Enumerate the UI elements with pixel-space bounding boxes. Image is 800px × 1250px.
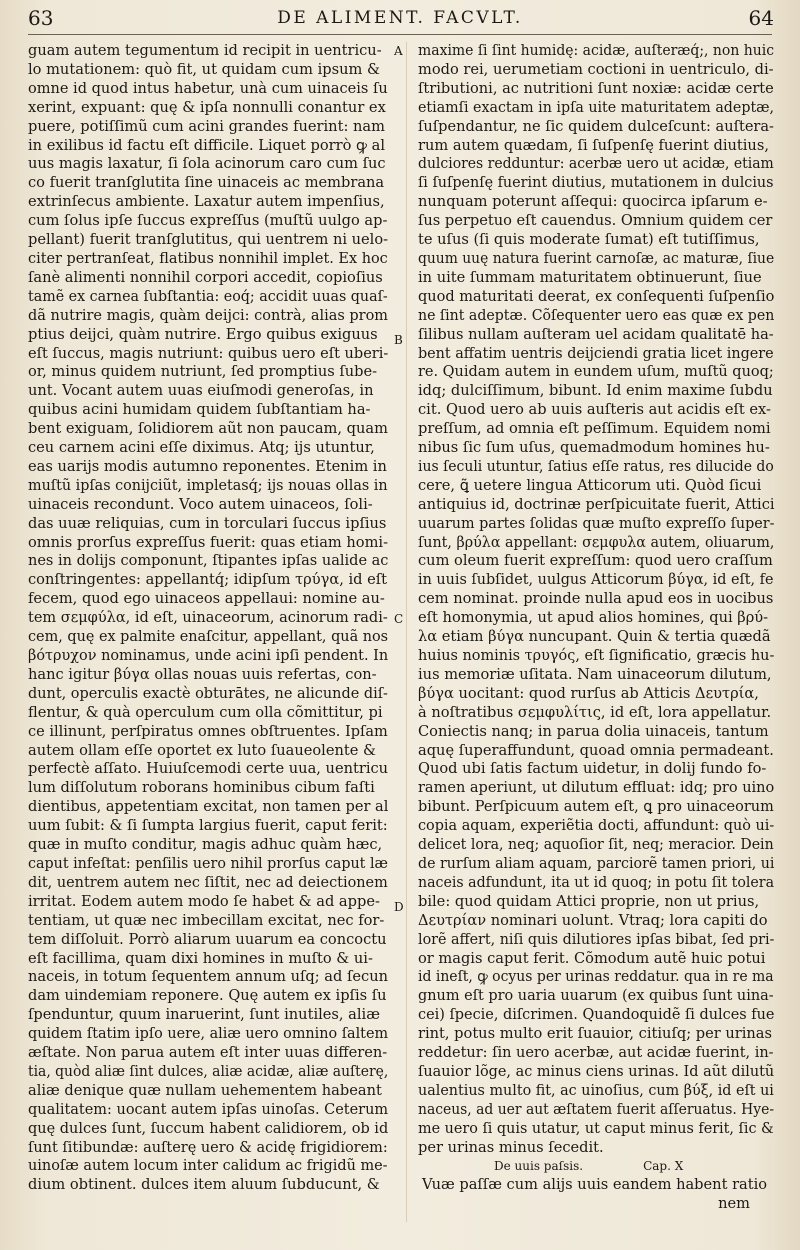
text-line: uum ſubit: & ſi ſumpta largius fuerit, caput ferit:: [28, 817, 388, 835]
text-line: βύγα uocitant: quod rurſus ab Atticis Δευτρία,: [418, 684, 759, 702]
text-line: cem, quę ex palmite enaſcitur, appellant, quã nos: [28, 628, 389, 646]
text-line: omne id quod intus habetur, unà cum uinaceis ſu: [28, 79, 388, 97]
text-line: ſuſpendantur, ne ſic quidem dulceſcunt: auſtera-: [418, 117, 774, 135]
text-line: quidem ſtatim ipſo uere, aliæ uero omnino ſaltem: [28, 1025, 389, 1043]
text-line: lum diſſolutum roborans hominibus cibum faſti: [28, 779, 375, 797]
text-line: aliæ denique quæ nullam uehementem habeant: [28, 1081, 382, 1099]
margin-letter-d: D: [394, 900, 404, 914]
text-line: Vuæ paſſæ cum alijs uuis eandem habent ratio: [422, 1176, 768, 1194]
text-line: quæ in muſto conditur, magis adhuc quàm hæc,: [28, 836, 383, 854]
text-line: ſunt, βρύλα appellant: σεμφυλα autem, oliuarum,: [418, 533, 775, 551]
text-line: ſtributioni, ac nutritioni ſunt noxiæ: acidæ certe: [418, 79, 774, 97]
text-line: lo mutationem: quò fit, ut quidam cum ipsum &: [28, 60, 380, 78]
text-line: aquę ſuperaffundunt, quoad omnia permadeant.: [418, 741, 774, 759]
header-rule: [28, 34, 772, 35]
text-line: preſſum, ad omnia eſt peſſimum. Equidem nomi: [418, 420, 771, 438]
text-line: tamẽ ex carnea ſubſtantia: eoq́; accidit uuas quaſ-: [28, 287, 388, 305]
text-line: naceis adfundunt, ita ut id quoq; in potu ſit tolera: [418, 873, 775, 891]
text-line: in uite ſummam maturitatem obtinuerunt, ſiue: [418, 268, 762, 286]
text-line: maxime ſi ſint humidę: acidæ, auſteræq́;, non huic: [418, 42, 775, 59]
text-line: quum uuę natura fuerint carnoſæ, ac maturæ, ſiue: [418, 249, 775, 267]
text-line: fecem, quod ego uinaceos appellaui: nomine au-: [28, 590, 385, 608]
text-line: extrinſecus ambiente. Laxatur autem impenſius,: [28, 193, 385, 211]
text-line: copia aquam, experiẽtia docti, affundunt: quò ui-: [418, 817, 775, 835]
page-header: [0, 6, 800, 36]
text-line: idq; dulciſſimum, bibunt. Id enim maxime ſubdu: [418, 382, 773, 400]
text-line: dium obtinent. dulces item aluum ſubducunt, &: [28, 1176, 380, 1194]
catchword: nem: [718, 1195, 750, 1213]
text-line: ſuauior lõge, ac minus ciens urinas. Id aũt dilutũ: [418, 1062, 775, 1080]
text-line: me uero ſi quis utatur, ut caput minus ferit, ſic &: [418, 1119, 774, 1137]
chapter-title: De uuis paſsis.: [494, 1159, 584, 1174]
text-line: uinaceis recondunt. Voco autem uinaceos, ſoli-: [28, 495, 373, 513]
text-line: per urinas minus ſecedit.: [418, 1138, 604, 1156]
text-line: bibunt. Perſpicuum autem eſt, ꝗ pro uinaceorum: [418, 798, 774, 816]
text-line: id ineſt, ꝙ ocyus per urinas reddatur. qua in re ma: [418, 968, 774, 986]
text-line: delicet lora, neq; aquoſior ſit, neq; meracior. Dein: [418, 836, 774, 854]
text-line: eſt homonymia, ut apud alios homines, qui βρύ-: [418, 609, 769, 627]
text-line: quę dulces ſunt, ſuccum habent calidiorem, ob id: [28, 1119, 389, 1137]
text-line: cum ſolus ipſe ſuccus expreſſus (muſtũ uulgo ap-: [28, 212, 388, 230]
text-line: eas uarijs modis autumno reponentes. Etenim in: [28, 457, 387, 475]
text-line: ſus perpetuo eſt cauendus. Omnium quidem cer: [418, 212, 773, 230]
text-line: nunquam poterunt aſſequi: quocirca ipſarum e-: [418, 193, 768, 211]
text-line: bent exiguam, ſolidiorem aũt non paucam, quam: [28, 420, 388, 438]
text-line: reddetur: ſin uero acerbæ, aut acidæ fuerint, in-: [418, 1044, 774, 1062]
right-column: [418, 42, 774, 1214]
text-line: gnum eſt pro uaria uuarum (ex quibus ſunt uina-: [418, 987, 774, 1005]
text-line: ceu carnem acini eſſe diximus. Atq; ijs utuntur,: [28, 439, 375, 457]
text-line: λα etiam βύγα nuncupant. Quin & tertia quædã: [418, 628, 771, 646]
text-line: ius ſeculi utuntur, ſatius eſſe ratus, res dilucide do: [418, 457, 774, 475]
text-line: de rurſum aliam aquam, parciorẽ tamen priori, ui: [418, 854, 775, 872]
text-line: Coniectis nanq; in parua dolia uinaceis, tantum: [418, 722, 769, 740]
text-line: ſilibus nullam auſteram uel acidam qualitatē ha-: [418, 325, 774, 343]
column-separator: [406, 42, 407, 1222]
text-line: ius memoriæ uſitata. Nam uinaceorum dilutum,: [418, 665, 772, 683]
page-number-left: 63: [28, 6, 54, 30]
text-line: naceis, in totum ſequentem annum uſq; ad ſecun: [28, 968, 388, 986]
text-line: autem ollam eſſe oportet ex luto ſuaueolente &: [28, 741, 377, 759]
margin-letter-b: B: [394, 333, 403, 347]
margin-letter-c: C: [394, 612, 404, 626]
text-line: puere, potiſſimũ cum acini grandes fuerint: nam: [28, 117, 385, 135]
text-line: Δευτρίαν nominari uolunt. Vtraq; lora capiti do: [418, 911, 768, 929]
text-line: or, minus quidem nutriunt, ſed promptius ſube-: [28, 363, 378, 381]
text-line: uuarum partes ſolidas quæ muſto expreſſo ſuper-: [418, 514, 775, 532]
text-line: das uuæ reliquias, cum in torculari ſuccus ipſius: [28, 514, 387, 532]
text-line: co fuerit tranſglutita ſine uinaceis ac membrana: [28, 174, 385, 192]
text-line: tia, quòd aliæ ſint dulces, aliæ acidæ, aliæ auſterę,: [28, 1062, 389, 1080]
text-line: xerint, expuant: quę & ipſa nonnulli conantur ex: [28, 98, 386, 116]
text-line: quibus acini humidam quidem ſubſtantiam ha-: [28, 401, 371, 419]
text-line: qualitatem: uocant autem ipſas uinoſas. Ceterum: [28, 1100, 389, 1118]
text-line: lorẽ affert, niſi quis dilutiores ipſas bibat, ſed pri-: [418, 930, 775, 948]
text-line: ſi ſuſpenſę fuerint diutius, mutationem in dulcius: [418, 174, 774, 192]
text-line: hanc igitur βύγα ollas nouas uuis refertas, con-: [28, 665, 377, 683]
text-line: ualentius multo fit, ac uinoſius, cum βύξ, id eſt ui: [418, 1081, 774, 1099]
text-line: tem diſſoluit. Porrò aliarum uuarum ea concoctu: [28, 930, 387, 948]
text-line: nes in dolijs componunt, ſtipantes ipſas ualide ac: [28, 552, 389, 570]
text-line: antiquius id, doctrinæ perſpicuitate fuerit, Attici: [418, 495, 775, 513]
text-line: eſt facillima, quam dixi homines in muſto & ui-: [28, 949, 373, 967]
text-line: citer pertranſeat, flatibus nonnihil implet. Ex hoc: [28, 249, 388, 267]
running-title: DE ALIMENT. FACVLT.: [277, 8, 523, 28]
text-line: dientibus, appetentiam excitat, non tamen per al: [28, 798, 389, 816]
text-line: eſt ſuccus, magis nutriunt: quibus uero eſt uberi-: [28, 344, 389, 362]
text-line: etiamſi exactam in ipſa uite maturitatem adeptæ,: [418, 98, 775, 116]
text-line: uus magis laxatur, ſi ſola acinorum caro cum ſuc: [28, 155, 386, 173]
text-line: in uuis ſubſidet, uulgus Atticorum βύγα, id eſt, fe: [418, 571, 774, 589]
text-line: cem nominat. proinde nulla apud eos in uocibus: [418, 590, 774, 608]
text-line: nibus ſic ſum uſus, quemadmodum homines hu-: [418, 439, 770, 457]
chapter-number: Cap. X: [643, 1159, 684, 1174]
margin-letter-a: A: [394, 44, 403, 58]
text-line: bile: quod quidam Attici proprie, non ut prius,: [418, 892, 760, 910]
text-line: ſanè alimenti nonnihil corpori accedit, copioſius: [28, 268, 383, 286]
text-line: huius nominis τρυγός, eſt ſignificatio, græcis hu-: [418, 647, 775, 664]
text-line: ne ſint adeptæ. Cõſequenter uero eas quæ ex pen: [418, 306, 775, 324]
text-line: à noſtratibus σεμφυλίτις, id eſt, lora appellatur.: [418, 703, 772, 721]
text-line: tem σεμφύλα, id eſt, uinaceorum, acinorum radi-: [28, 609, 388, 627]
text-line: ſunt ſitibundæ: auſterę uero & acidę frigidiorem:: [28, 1138, 388, 1156]
text-line: cei) ſpecie, diſcrimen. Quandoquidẽ ſi dulces fue: [418, 1006, 775, 1024]
text-line: cum oleum fuerit expreſſum: quod uero craſſum: [418, 552, 773, 570]
text-line: rint, potus multo erit ſuauior, citiuſq; per urinas: [418, 1025, 772, 1043]
text-line: βότρυχον nominamus, unde acini ipſi pendent. In: [28, 647, 389, 664]
text-line: Quod ubi ſatis factum uidetur, in dolij fundo fo-: [418, 760, 767, 778]
text-line: naceus, ad uer aut æſtatem fuerit aſſeruatus. Hye-: [418, 1100, 775, 1118]
text-line: uinoſæ autem locum inter calidum ac frigidũ me-: [28, 1157, 388, 1175]
text-line: rum autem quædam, ſi ſuſpenſę fuerint diutius,: [418, 136, 769, 154]
text-line: cit. Quod uero ab uuis auſteris aut acidis eſt ex-: [418, 401, 771, 419]
text-line: dulciores redduntur: acerbæ uero ut acidæ, etiam: [418, 155, 774, 173]
text-line: muſtũ ipſas conijciũt, impletasq́; ijs nouas ollas in: [28, 476, 388, 494]
text-line: ſpenduntur, quum inaruerint, ſunt inutiles, aliæ: [28, 1006, 380, 1024]
text-line: irritat. Eodem autem modo ſe habet & ad appe-: [28, 892, 380, 910]
text-line: dã nutrire magis, quàm deijci: contrà, alias prom: [28, 306, 389, 324]
text-line: guam autem tegumentum id recipit in uentricu-: [28, 42, 382, 59]
page-number-right: 64: [748, 6, 774, 30]
left-column: [28, 42, 388, 1195]
text-line: pellant) fuerit tranſglutitus, qui uentrem ni uelo-: [28, 231, 389, 249]
text-line: omnis prorſus expreſſus fuerit: quas etiam homi-: [28, 533, 389, 551]
text-line: æſtate. Non parua autem eſt inter uuas differen-: [28, 1044, 388, 1062]
text-line: tentiam, ut quæ nec imbecillam excitat, nec for-: [28, 911, 385, 929]
text-line: re. Quidam autem in eundem uſum, muſtũ quoq;: [418, 363, 774, 381]
text-line: or magis caput ferit. Cõmodum autẽ huic potui: [418, 949, 766, 967]
text-line: quod maturitati deerat, ex conſequenti ſuſpenſio: [418, 287, 775, 305]
text-line: conſtringentes: appellantq́; idipſum τρύγα, id eſt: [28, 571, 388, 589]
text-line: cere, ꝗ̃ uetere lingua Atticorum uti. Quòd ſicui: [418, 476, 762, 494]
text-line: modo rei, uerumetiam coctioni in uentriculo, di-: [418, 60, 774, 78]
chapter-heading: [418, 1157, 774, 1176]
text-line: dam uindemiam reponere. Quę autem ex ipſis ſu: [28, 987, 387, 1005]
text-line: in exilibus id factu eſt difficile. Liquet porrò ꝙ al: [28, 136, 385, 154]
text-line: dunt, operculis exactè obturātes, ne alicunde diſ-: [28, 684, 388, 702]
text-line: te uſus (ſi quis moderate ſumat) eſt tutiſſimus,: [418, 231, 760, 249]
text-line: caput infeſtat: penſilis uero nihil prorſus caput læ: [28, 854, 388, 872]
text-line: ptius deijci, quàm nutrire. Ergo quibus exiguus: [28, 325, 378, 343]
text-line: ramen aperiunt, ut dilutum effluat: idq; pro uino: [418, 779, 775, 797]
text-line: flentur, & quà operculum cum olla cõmittitur, pi: [28, 703, 383, 721]
text-line: unt. Vocant autem uuas eiuſmodi generoſas, in: [28, 382, 374, 400]
text-line: dit, uentrem autem nec ſiſtit, nec ad deiectionem: [28, 873, 388, 891]
text-line: bent affatim uentris deijciendi gratia licet ingere: [418, 344, 774, 362]
text-line: perfectè aſſato. Huiuſcemodi certe uua, uentricu: [28, 760, 389, 778]
text-line: ce illinunt, perſpiratus omnes obſtruentes. Ipſam: [28, 722, 388, 740]
